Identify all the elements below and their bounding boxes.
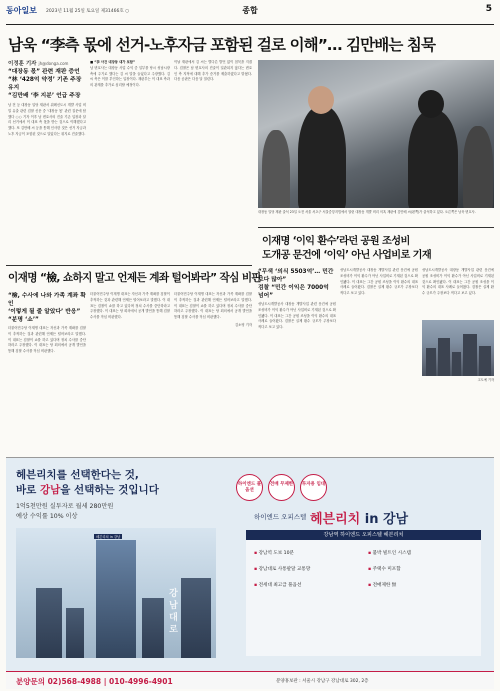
section-name: 종합 [242,6,258,15]
reporter-2 [463,126,493,208]
main-mid-subhead: ■ “李 사건 대장동 대가 포함” [90,60,136,64]
main-body-3: 이날 재판에서 김 씨는 별다른 발언 없이 침묵을 지켰다. 검찰은 남 변호사의 진술이 일관되지 않다는 변호인 측 지적에 대해 추가 증거를 제출하겠다고 밝혔다. 다음 공판은 다음 달 열린다. [174,60,252,82]
ad-circle-1: 하이엔드 풀옵션 [236,474,263,501]
newspaper-logo: 동아일보 [6,6,37,15]
main-byline: 이정훈 기자 jh@donga.com [8,61,69,67]
tower [66,608,84,658]
building [452,352,461,376]
ad-tower-label: 헤븐리치 in 강남 [96,535,121,539]
tower [36,588,62,658]
ad-feature-item: ▪ 전세대 최고급 풀옵션 [254,582,301,588]
right-byline: 고도예 기자 [477,378,494,382]
advertisement [6,457,494,689]
main-article-col3 [174,60,252,260]
building [426,348,436,376]
second-byline: 김소영 기자 [235,322,252,327]
main-subhead-2: “林 ‘428억 약정’ 기존 주장 유지 [8,77,82,91]
city-photo [422,320,494,376]
ad-title-line1: 헤븐리치를 선택한다는 것, [16,469,139,481]
ad-subtitle-2: 예상 수익률 10% 이상 [16,513,78,520]
ad-footer [6,671,494,689]
ad-building-render [16,528,216,658]
right-body-cont-2: 성남도시개발공사 대장동 개발사업 관련 문건에 공원 조성비가 이익 환수가 아닌 사업비로 기재된 것으로 확인됐다. 이 대표는 그간 공원 조성을 이익 환수의 대표 사례로 들어왔다. 검찰은 실제 환수 규모가 주장보다 적다고 보고 있다. [422,268,494,296]
second-body-cont: 더불어민주당 이재명 대표는 자신과 가족 계좌를 검찰이 추적하는 것과 관련해 언제든 털어보라고 말했다. 이 대표는 검찰이 쇼를 하고 있다며 정치 수사를 중단하라고 주장했다. 이 대표는 당 회의에서 공개 발언을 통해 검찰 수사를 작심 비판했다. [90,292,170,320]
second-article-col3 [174,292,252,452]
second-article-col1 [8,292,86,452]
ad-brand-tagline: 하이엔드 오피스텔 [254,513,307,521]
person-left [298,106,346,208]
second-headline: 이재명 “檢, 쇼하지 말고 언제든 계좌 털어봐라” 작심 비판 [8,272,262,284]
main-body-1: 남 전 등 대장동 일당 재판서 위례신도시 개발 사업 비밀 유출 관련 검찰 신문 중 ‘대장동 몫’ 관련 질문에 답했다 ○○ 기자 이후 남 변호사의 진술 기존 입장과 달리 선거에서 이 대표 측 몫을 받는 것으로 이해했다고 했다. 또 김만배 씨 등을 통해 인사한 것은 선거 자금과 노후 자금이 포함된 것으로 알았다는 취지로 진술했다. [8,103,86,136]
ad-title-line2: 바로 강남을 선택하는 것입니다 [16,484,159,496]
right-body-cont: 성남도시개발공사 대장동 개발사업 관련 문건에 공원 조성비가 이익 환수가 아닌 사업비로 기재된 것으로 확인됐다. 이 대표는 그간 공원 조성을 이익 환수의 대표 사례로 들어왔다. 검찰은 실제 환수 규모가 주장보다 적다고 보고 있다. [340,268,418,296]
second-article-col2 [90,292,170,452]
person-right [408,110,458,208]
second-body-cont-2: 더불어민주당 이재명 대표는 자신과 가족 계좌를 검찰이 추적하는 것과 관련해 언제든 털어보라고 말했다. 이 대표는 검찰이 쇼를 하고 있다며 정치 수사를 중단하라고 주장했다. 이 대표는 당 회의에서 공개 발언을 통해 검찰 수사를 작심 비판했다. [174,292,252,320]
ad-features-title: 강남역 하이엔드 오피스텔 헤븐리치 [246,530,481,540]
right-body: 성남도시개발공사 대장동 개발사업 관련 문건에 공원 조성비가 이익 환수가 아닌 사업비로 기재된 것으로 확인됐다. 이 대표는 그간 공원 조성을 이익 환수의 대표 사례로 들어왔다. 검찰은 실제 환수 규모가 주장보다 적다고 보고 있다. [258,302,336,330]
right-headline-1: 이재명 ‘이익 환수’라던 공원 조성비 [262,236,410,247]
ad-subtitle-1: 1억5천만원 실투자로 월세 280만원 [16,503,114,510]
person-left-head [308,86,334,114]
divider [6,265,252,266]
ad-feature-item: ▪ 불박 빌트인 시스템 [368,550,411,556]
building [463,334,477,376]
right-subhead-2: 검찰 “민간 이익은 7000억 넘어” [258,285,329,299]
ad-feature-item: ▪ 주택수 미포함 [368,566,401,572]
main-subhead-3: “김만배 ‘李 지분’ 언급 주장 [8,93,81,99]
main-body-2: 남 변호사는 대장동 사업 수익 중 일부를 당시 성남시장 측에 주기로 했다는 김 씨 말을 들었다고 주장했다. 김 씨 측은 이를 부인하는 입장이다. 재판부는 이 대표 측과의 관계를 추가로 심리할 예정이다. [90,65,170,88]
issue-date: 2023년 11월 25일 토요일 제31466호 ○ [46,9,130,14]
building [479,346,491,376]
right-article-col3 [422,268,494,318]
page-number: 5 [485,4,492,14]
second-body: 더불어민주당 이재명 대표는 자신과 가족 계좌를 검찰이 추적하는 것과 관련해 언제든 털어보라고 말했다. 이 대표는 검찰이 쇼를 하고 있다며 정치 수사를 중단하라고 주장했다. 이 대표는 당 회의에서 공개 발언을 통해 검찰 수사를 작심 비판했다. [8,326,86,354]
main-article-col2 [90,60,170,260]
right-article-col1 [258,268,336,368]
ad-circle-2: 전매 무제한 [268,474,295,501]
person-right-head [418,90,444,118]
right-headline-2: 도개공 문건에 ‘이익’ 아닌 사업비로 기재 [262,250,432,261]
right-subhead-1: “무색 ‘의식 5503억’… 민간보다 많아” [258,269,334,283]
main-tower [96,540,136,658]
reporter [262,130,290,208]
ad-brand-name: 헤븐리치 in 강남 [310,512,409,527]
building [438,338,450,376]
ad-street-label: 강남대로 [167,588,177,636]
ad-phone: 분양문의 02)568-4988 | 010-4996-4901 [16,677,173,686]
tower [181,578,211,658]
main-headline: 남욱 “李측 몫에 선거-노후자금 포함된 걸로 이해”… 김만배는 침묵 [8,36,436,54]
right-article-col2 [340,268,418,368]
ad-address: 분양홍보관 : 서울시 강남구 강남대로 302, 2층 [276,679,369,684]
main-article-col1 [8,60,86,260]
ad-feature-item: ▪ 강남역 도보 10분 [254,550,294,556]
ad-circle-3: 투자용 임대 [300,474,327,501]
divider [258,227,494,228]
ad-features [246,530,481,656]
ad-feature-item: ▪ 전매제한 無 [368,582,396,588]
masthead [6,3,494,25]
second-subhead-3: “분명 ‘쇼’” [8,317,39,323]
main-subhead-1: “대장동 몫” 관련 재판 증언 [8,69,80,75]
second-subhead-2: ‘이렇게 될 줄 알았다’ 반응” [8,309,81,315]
court-photo [258,60,494,208]
photo-caption: 대장동 일당 재판 출석 23일 오전 서울 서초구 서울중앙지법에서 열린 대장동 개발 비리 의혹 재판에 김만배 씨(왼쪽)가 출석하고 있다. 오른쪽은 남욱 변호사. [258,210,476,214]
second-subhead-1: “檢, 수사에 나와 가족 계좌 확인 [8,293,86,307]
tower [142,598,164,658]
ad-feature-item: ▪ 강남대로 사통팔달 교통망 [254,566,310,572]
